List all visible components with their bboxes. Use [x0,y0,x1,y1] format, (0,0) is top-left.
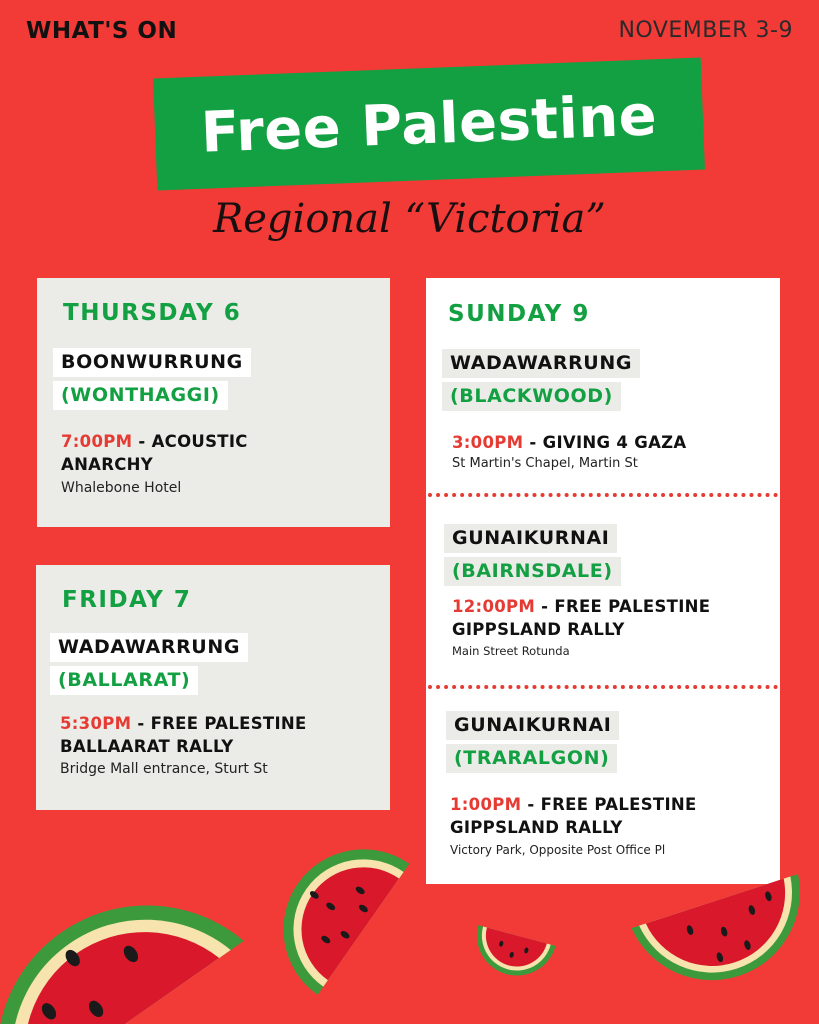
watermelon-slice-icon [468,915,558,985]
event-line1: FREE PALESTINE [150,714,307,733]
event-time: 5:30PM [60,714,132,733]
event-line1: GIVING 4 GAZA [542,433,687,452]
event-line2: GIPPSLAND RALLY [452,620,625,639]
title-banner [153,58,705,191]
sunday-card [426,278,780,884]
location-block [444,524,621,586]
event-separator: - [535,597,555,616]
watermelon-slice-icon [630,860,815,990]
location-block [53,348,251,410]
event-title [450,793,775,839]
location-name: WADAWARRUNG [442,349,640,378]
event-line2: GIPPSLAND RALLY [450,818,623,837]
event-separator: - [523,433,543,452]
event-line2: ANARCHY [61,455,154,474]
location-name: GUNAIKURNAI [446,711,619,740]
page-title: Free Palestine [199,82,659,166]
event-time: 1:00PM [450,795,522,814]
day-heading: FRIDAY 7 [62,587,192,613]
location-town: (BLACKWOOD) [442,382,621,411]
event-line1: ACOUSTIC [151,432,248,451]
event-title [452,431,772,454]
event-line2: BALLAARAT RALLY [60,737,234,756]
whats-on-label: WHAT'S ON [26,18,178,44]
event-separator: - [521,795,541,814]
thursday-card [37,278,390,527]
location-block [446,711,619,773]
day-heading: SUNDAY 9 [448,301,590,327]
event-time: 7:00PM [61,432,133,451]
location-town: (WONTHAGGI) [53,381,228,410]
date-range: NOVEMBER 3-9 [618,18,793,43]
friday-card [36,565,390,810]
event-venue: Bridge Mall entrance, Sturt St [60,761,268,777]
location-town: (TRARALGON) [446,744,617,773]
location-town: (BALLARAT) [50,666,198,695]
event-title [61,430,381,476]
event-line1: FREE PALESTINE [554,597,711,616]
watermelon-slice-icon [268,830,418,1000]
event-title [452,595,777,641]
location-block [50,633,248,695]
event-time: 12:00PM [452,597,536,616]
event-line1: FREE PALESTINE [540,795,697,814]
event-title [60,712,385,758]
watermelon-slice-icon [0,810,300,1024]
day-heading: THURSDAY 6 [63,300,242,326]
event-divider [428,493,778,497]
event-separator: - [131,714,151,733]
event-divider [428,685,778,689]
location-name: BOONWURRUNG [53,348,251,377]
location-name: WADAWARRUNG [50,633,248,662]
page-subtitle: Regional “Victoria” [213,196,606,242]
event-separator: - [132,432,152,451]
event-venue: Main Street Rotunda [452,644,570,658]
location-town: (BAIRNSDALE) [444,557,621,586]
event-venue: St Martin's Chapel, Martin St [452,456,638,471]
location-block [442,349,640,411]
event-time: 3:00PM [452,433,524,452]
event-venue: Whalebone Hotel [61,480,182,496]
location-name: GUNAIKURNAI [444,524,617,553]
event-venue: Victory Park, Opposite Post Office Pl [450,843,666,857]
